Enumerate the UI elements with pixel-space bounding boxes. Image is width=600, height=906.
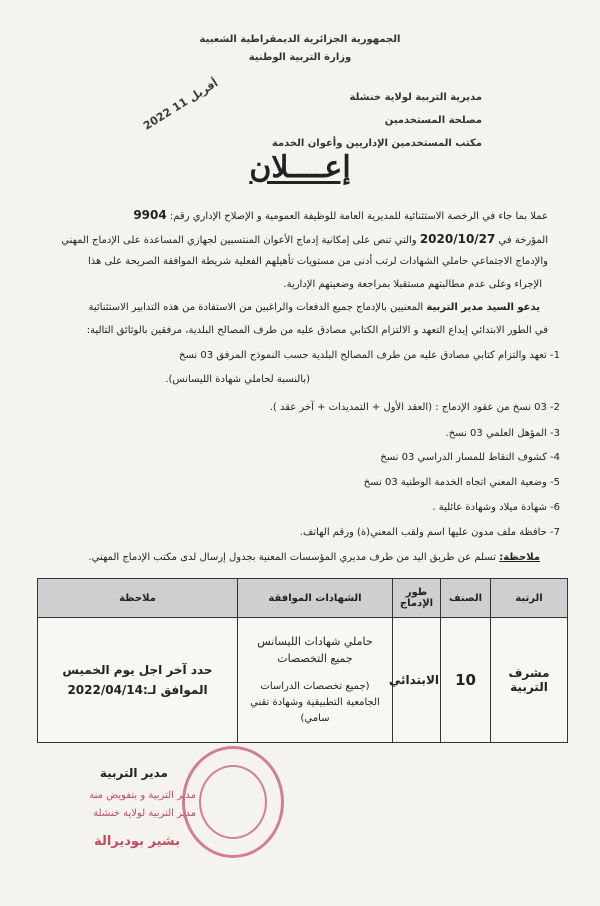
header-category: الصنف bbox=[441, 579, 491, 618]
director-invite: يدعو السيد مدير التربية bbox=[426, 302, 540, 313]
cell-remark: حدد آخر اجل يوم الخميس الموافق لـ:2022/04/14 bbox=[38, 618, 238, 743]
signature-line-2: مدير التربية لولاية خنشلة bbox=[93, 808, 196, 819]
paragraph-2-line-1: يدعو السيد مدير التربية المعنيين بالإدماج جميع الدفعات والراغبين من الاستفادة من هذه التدابير الاستثنائية bbox=[88, 302, 540, 313]
doc-item-3: 3- المؤهل العلمي 03 نسخ. bbox=[445, 428, 560, 439]
decision-date: 2020/10/27 bbox=[419, 232, 496, 246]
paragraph-1-line-1: عملا بما جاء في الرخصة الاستثنائية للمديرية العامة للوظيفة العمومية و الإصلاح الإداري رقم: 9904 bbox=[133, 208, 548, 222]
cell-rank: مشرف التربية bbox=[491, 618, 568, 743]
signature-name: بشير بوديرالة bbox=[94, 834, 180, 849]
paragraph-1-line-4: الإجراء وعلى عدم مطالبتهم مستقبلا بمراجعة وضعيتهم الإدارية. bbox=[283, 279, 542, 290]
doc-item-4: 4- كشوف النقاط للمسار الدراسي 03 نسخ bbox=[380, 452, 560, 463]
signature-title: مدير التربية bbox=[99, 766, 168, 780]
doc-item-5: 5- وضعية المعني اتجاه الخدمة الوطنية 03 نسخ bbox=[363, 477, 560, 488]
office-line: مكتب المستخدمين الإداريين وأعوان الخدمة bbox=[271, 138, 482, 149]
cell-phase: الابتدائي bbox=[393, 618, 441, 743]
paragraph-2-line-2: في الطور الابتدائي إيداع التعهد و الالتزام الكتابي مصادق عليه من طرف المصالح البلدية، مرفقين بالوثائق التالية: bbox=[86, 325, 548, 336]
submission-note: ملاحظة: تسلم عن طريق اليد من طرف مديري المؤسسات المعنية بجدول إرسال لدى مكتب الإدماج المهني. bbox=[88, 552, 540, 563]
paragraph-1-line-3: والإدماج الاجتماعي حاملي الشهادات لرتب أدنى من مستويات تأهيلهم الفعلية شريطة الموافقة الصريحة على هذا bbox=[87, 256, 548, 267]
decision-number: 9904 bbox=[133, 208, 167, 222]
table-row bbox=[38, 618, 568, 743]
official-seal bbox=[182, 746, 284, 858]
header-certificates: الشهادات الموافقة bbox=[238, 579, 393, 618]
signature-line-1: مدير التربية و بتفويض منه bbox=[89, 790, 196, 801]
header-rank: الرتبة bbox=[491, 579, 568, 618]
directorate-line: مديرية التربية لولاية خنشلة bbox=[349, 92, 482, 103]
positions-table bbox=[37, 578, 568, 743]
doc-item-2: 2- 03 نسخ من عقود الإدماج : (العقد الأول + التمديدات + آخر عقد ). bbox=[269, 402, 560, 413]
cell-category: 10 bbox=[441, 618, 491, 743]
title-text: إعــــلان bbox=[249, 150, 351, 185]
republic-header: الجمهورية الجزائرية الديمقراطية الشعبية bbox=[199, 34, 401, 45]
note-label: ملاحظة: bbox=[499, 552, 540, 563]
cert-sub: (جميع تخصصات الدراسات الجامعية التطبيقية وشهادة تقني سامي) bbox=[250, 681, 380, 724]
service-line: مصلحة المستخدمين bbox=[384, 115, 482, 126]
cell-certificates bbox=[238, 618, 393, 743]
paragraph-1-line-2: المؤرخة في 2020/10/27 والتي تنص على إمكانية إدماج الأعوان المنتسبين لجهازي المساعدة على الإدماج المهني bbox=[61, 232, 548, 246]
doc-item-1-note: (بالنسبة لحاملي شهادة الليسانس). bbox=[165, 374, 310, 385]
doc-item-6: 6- شهادة ميلاد وشهادة عائلية . bbox=[432, 502, 560, 513]
table-header-row bbox=[38, 579, 568, 618]
header-remark: ملاحظة bbox=[38, 579, 238, 618]
ministry-header: وزارة التربية الوطنية bbox=[248, 52, 352, 63]
announcement-title bbox=[0, 150, 600, 185]
header-phase: طور الإدماج bbox=[393, 579, 441, 618]
doc-item-1: 1- تعهد والتزام كتابي مصادق عليه من طرف المصالح البلدية حسب النموذج المرفق 03 نسخ bbox=[179, 350, 560, 361]
date-stamp: 2022 أفريل 11 bbox=[141, 76, 221, 133]
doc-item-7: 7- حافظة ملف مدون عليها اسم ولقب المعني(ة) ورقم الهاتف. bbox=[299, 527, 560, 538]
cert-main: حاملي شهادات الليسانس جميع التخصصات bbox=[257, 635, 373, 665]
